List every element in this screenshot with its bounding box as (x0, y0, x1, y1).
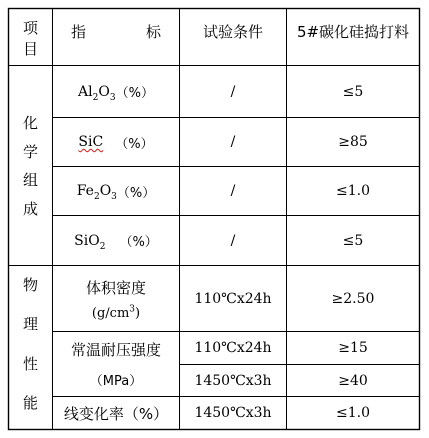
formula-sic: SiC (78, 134, 104, 150)
condition-value: 110℃x24h (194, 290, 272, 307)
condition-value: 1450℃x3h (194, 405, 272, 421)
formula-fe2o3 (76, 183, 117, 202)
formula-part: SiO (74, 232, 100, 249)
index-al2o3 (53, 66, 179, 117)
condition-bulk-density (180, 266, 286, 331)
value-sio2 (287, 216, 419, 265)
group-chem-char: 组 (22, 171, 38, 190)
index-fe2o3 (53, 167, 179, 215)
formula-part: O (98, 83, 110, 100)
value-crushing-strength-1 (287, 332, 419, 364)
linear-change-label: 线变化率（%） (63, 404, 169, 423)
formula-sub: 3 (109, 92, 116, 103)
group-chem-char: 化 (22, 114, 38, 132)
spec-value: ≥2.50 (331, 290, 375, 307)
crushing-strength-label: 常温耐压强度 (70, 341, 161, 359)
group-chemical-composition (9, 66, 52, 265)
index-crushing-strength (53, 332, 179, 396)
bulk-density-unit (92, 306, 140, 321)
group-physical-properties (9, 266, 52, 429)
value-linear-change (287, 397, 419, 429)
condition-value: / (230, 183, 236, 199)
condition-value: / (230, 232, 236, 249)
spec-value: ≤5 (342, 232, 364, 249)
spec-value: ≥40 (338, 372, 368, 389)
unit-percent: （%） (115, 136, 154, 152)
spec-value: ≤1.0 (336, 405, 370, 421)
condition-value: / (230, 83, 236, 100)
unit-sup: 3 (129, 304, 136, 315)
index-linear-change (53, 397, 179, 429)
group-chem-char: 成 (22, 199, 38, 218)
unit-part: ) (135, 305, 141, 321)
value-sic (287, 118, 419, 166)
formula-sio2 (74, 232, 106, 252)
formula-sub: 2 (99, 241, 106, 252)
value-fe2o3 (287, 167, 419, 215)
header-item-top: 项 (22, 19, 38, 37)
condition-value: / (230, 134, 236, 150)
header-condition (180, 9, 286, 65)
group-phys-char: 性 (22, 354, 38, 373)
header-index (53, 9, 179, 65)
group-phys-char: 物 (22, 276, 38, 294)
crushing-strength-unit: （MPa） (89, 374, 143, 389)
condition-value: 110℃x24h (194, 340, 272, 356)
header-item-bottom: 目 (22, 40, 38, 58)
formula-part: Al (78, 83, 93, 100)
spec-value: ≥15 (338, 340, 368, 356)
value-al2o3 (287, 66, 419, 117)
formula-al2o3 (78, 83, 116, 103)
condition-al2o3 (180, 66, 286, 117)
formula-part: O (99, 183, 112, 199)
value-bulk-density (287, 266, 419, 331)
header-product-label: 5#碳化硅捣打料 (296, 23, 410, 41)
formula-sub: 2 (93, 191, 100, 202)
header-condition-label: 试验条件 (202, 23, 263, 41)
formula-sub: 2 (92, 92, 99, 103)
condition-linear-change (180, 397, 286, 429)
group-phys-char: 能 (22, 393, 38, 412)
spec-value: ≥85 (338, 134, 368, 150)
spec-value: ≤5 (342, 83, 364, 100)
group-chem-char: 学 (22, 142, 38, 161)
condition-crushing-strength-2 (180, 365, 286, 396)
unit-part: (g/cm (91, 305, 130, 321)
formula-sub: 3 (111, 191, 117, 202)
condition-crushing-strength-1 (180, 332, 286, 364)
bulk-density-label: 体积密度 (85, 278, 146, 297)
formula-part: Fe (76, 183, 94, 199)
condition-fe2o3 (180, 167, 286, 215)
condition-sic (180, 118, 286, 166)
unit-percent: （%） (119, 235, 158, 250)
index-sic (53, 118, 179, 166)
index-bulk-density (53, 266, 179, 331)
index-sio2 (53, 216, 179, 265)
header-item (9, 9, 52, 65)
group-phys-char: 理 (22, 315, 38, 334)
header-product (287, 9, 419, 65)
unit-percent: （%） (116, 185, 156, 201)
header-index-left: 指 (71, 23, 87, 41)
spec-value: ≤1.0 (336, 183, 370, 199)
value-crushing-strength-2 (287, 365, 419, 396)
condition-sio2 (180, 216, 286, 265)
header-index-right: 标 (145, 23, 161, 41)
condition-value: 1450℃x3h (194, 372, 272, 389)
unit-percent: （%） (115, 86, 154, 101)
